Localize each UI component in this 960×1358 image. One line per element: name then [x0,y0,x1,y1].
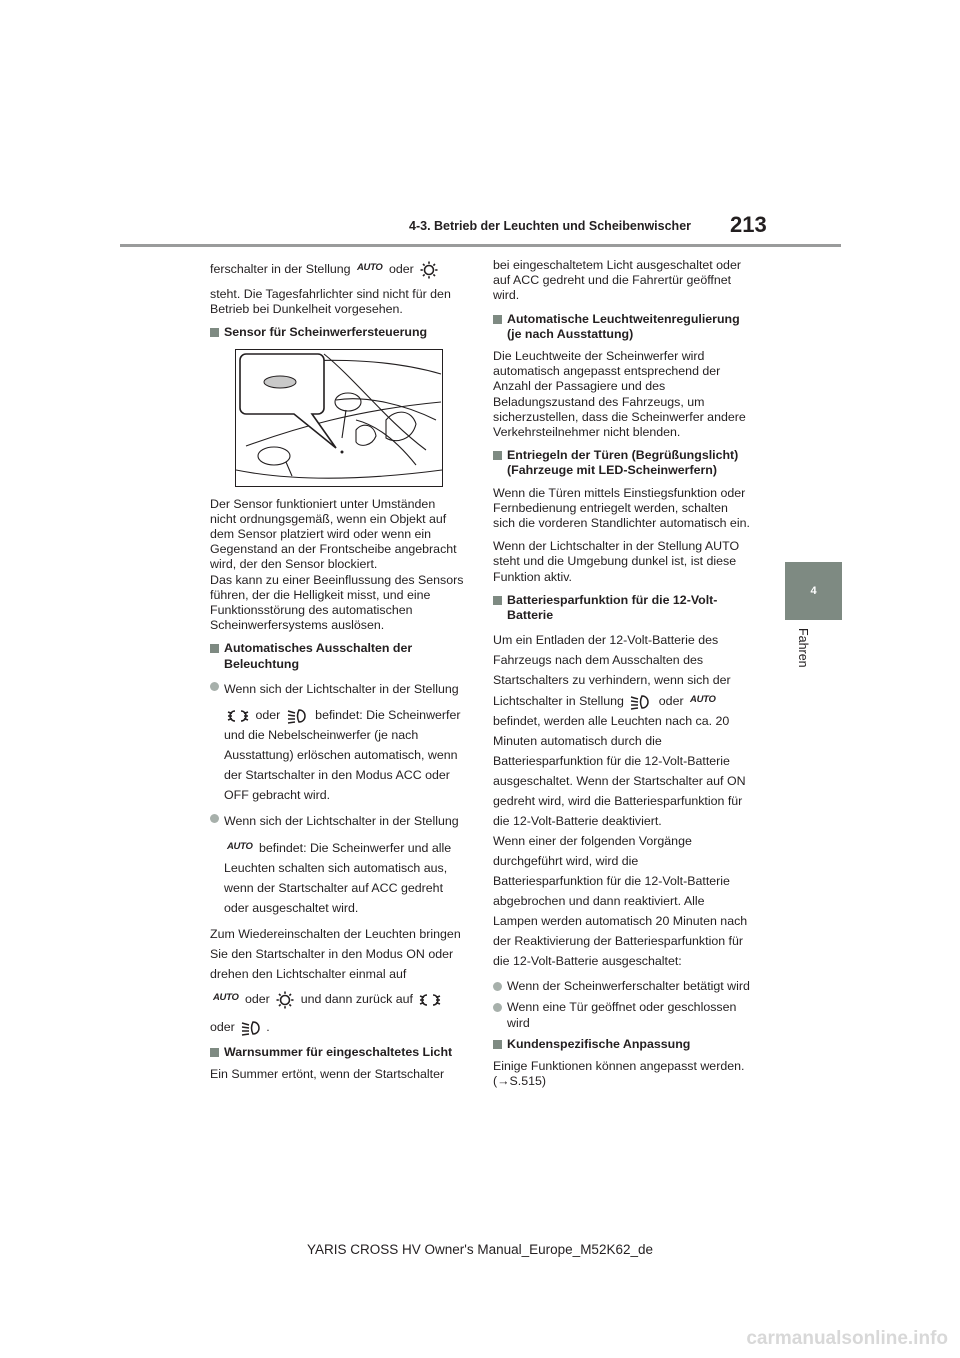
paragraph: bei eingeschaltetem Licht ausgeschaltet oder auf ACC gedreht und die Fahrertür geöffnet wird. [493,258,741,303]
small-light-icon [419,992,441,1008]
heading-welcome-light: Entriegeln der Türen (Begrüßungslicht) (Fahrzeuge mit LED-Scheinwerfern) [493,448,751,478]
list-item: Wenn sich der Lichtschalter in der Stellung [210,679,464,699]
chapter-number: 4 [810,585,817,597]
headlight-icon [630,694,652,710]
right-column [493,258,751,1089]
paragraph: Ein Summer ertönt, wenn der Startschalter [210,1067,445,1082]
small-light-icon [227,708,249,724]
paragraph: Wenn die Türen mittels Einstiegsfunktion oder Fernbedienung entriegelt werden, schalten sich die vorderen Standlichter automatisch ein. [493,485,750,531]
paragraph: Einige Funktionen können angepasst werden. (→S.515) [493,1059,745,1089]
heading-sensor: Sensor für Scheinwerfersteuerung [210,325,464,340]
heading-customization: Kundenspezifische Anpassung [493,1037,751,1052]
paragraph: Wenn der Lichtschalter in der Stellung AUTO steht und die Umgebung dunkel ist, ist diese Funktion aktiv. [493,539,740,584]
paragraph: Der Sensor funktioniert unter Umständen nicht ordnungsgemäß, wenn ein Objekt auf dem Sensor platziert wird oder wenn ein Gegenstand an der Frontscheibe angebracht wird, der den Sensor blockiert. [210,496,457,572]
list-item-continuation: AUTO befindet: Die Scheinwerfer und alle Leuchten schalten sich automatisch aus, wenn der Startschalter auf ACC gedreht oder ausgeschaltet wird. [210,837,464,918]
paragraph: Wenn einer der folgenden Vorgänge durchgeführt wird, wird die Batteriesparfunktion für die 12-Volt-Batterie abgebrochen und dann reaktiviert. Alle Lampen werden automatisch 20 Minuten nach der Reaktivierung der Batteriesparfunktion für die 12-Volt-Batterie ausgeschaltet: [493,834,748,969]
chapter-label: Fahren [796,628,810,668]
list-item: Wenn eine Tür geöffnet oder geschlossen wird [493,1000,751,1030]
paragraph-continuation: oder . [210,1019,270,1034]
auto-icon: AUTO [213,991,239,1003]
page-number: 213 [730,212,767,237]
heading-battery-saver: Batteriesparfunktion für die 12-Volt-Batterie [493,593,751,623]
paragraph: steht. Die Tagesfahrlichter sind nicht für den Betrieb bei Dunkelheit vorgesehen. [210,287,451,317]
list-item: Wenn sich der Lichtschalter in der Stellung [210,811,464,831]
list-item-continuation: oder befindet: Die Scheinwerfer und die Nebelscheinwerfer (je nach Ausstattung) erlöschen automatisch, wenn der Startschalter in den Modus ACC oder OFF gebracht wird. [224,707,461,802]
list-item: Wenn der Scheinwerferschalter betätigt wird [493,979,751,994]
paragraph: Die Leuchtweite der Scheinwerfer wird automatisch angepasst entsprechend der Anzahl der Passagiere und des Beladungszustand des Fahrzeugs, um sicherzustellen, dass die Scheinwerfer andere Verkehrsteilnehmer nicht blenden. [493,349,746,440]
heading-auto-off: Automatisches Ausschalten der Beleuchtung [210,641,464,671]
auto-icon: AUTO [227,840,253,852]
section-title: 4-3. Betrieb der Leuchten und Scheibenwischer [409,219,692,233]
sensor-diagram [236,350,442,486]
chapter-tab [785,562,842,620]
drl-icon [276,991,294,1009]
headlight-icon [287,708,309,724]
paragraph: Das kann zu einer Beeinflussung des Sensors führen, der die Helligkeit misst, und eine Funktionsstörung des automatischen Scheinwerfersystems auslösen. [210,572,464,633]
left-column [210,258,464,1082]
paragraph: ferschalter in der Stellung AUTO oder [210,258,464,279]
sensor-illustration [235,349,443,487]
header-rule [120,244,841,247]
drl-icon [420,261,438,279]
footer: YARIS CROSS HV Owner's Manual_Europe_M52K62_de [307,1242,653,1257]
heading-buzzer: Warnsummer für eingeschaltetes Licht [210,1045,464,1060]
watermark: carmanualsonline.info [746,1328,948,1349]
auto-icon: AUTO [690,694,716,706]
paragraph-continuation: AUTO oder und dann zurück auf [210,988,464,1009]
paragraph: Zum Wiedereinschalten der Leuchten bringen Sie den Startschalter in den Modus ON oder drehen den Lichtschalter einmal auf [210,926,461,981]
heading-leveling: Automatische Leuchtweitenregulierung (je nach Ausstattung) [493,312,751,342]
auto-icon: AUTO [356,262,383,273]
paragraph: Um ein Entladen der 12-Volt-Batterie des Fahrzeugs nach dem Ausschalten des Startschalters zu verhindern, wenn sich der Lichtschalter in Stellung oder AUTO befindet, werden alle Leuchten nach ca. 20 Minuten automatisch durch die Batteriesparfunktion für die 12-Volt-Batterie ausgeschaltet. Wenn der Startschalter auf ON gedreht wird, wird die Batteriesparfunktion für die 12-Volt-Batterie deaktiviert. [493,633,746,829]
headlight-icon [241,1020,263,1036]
